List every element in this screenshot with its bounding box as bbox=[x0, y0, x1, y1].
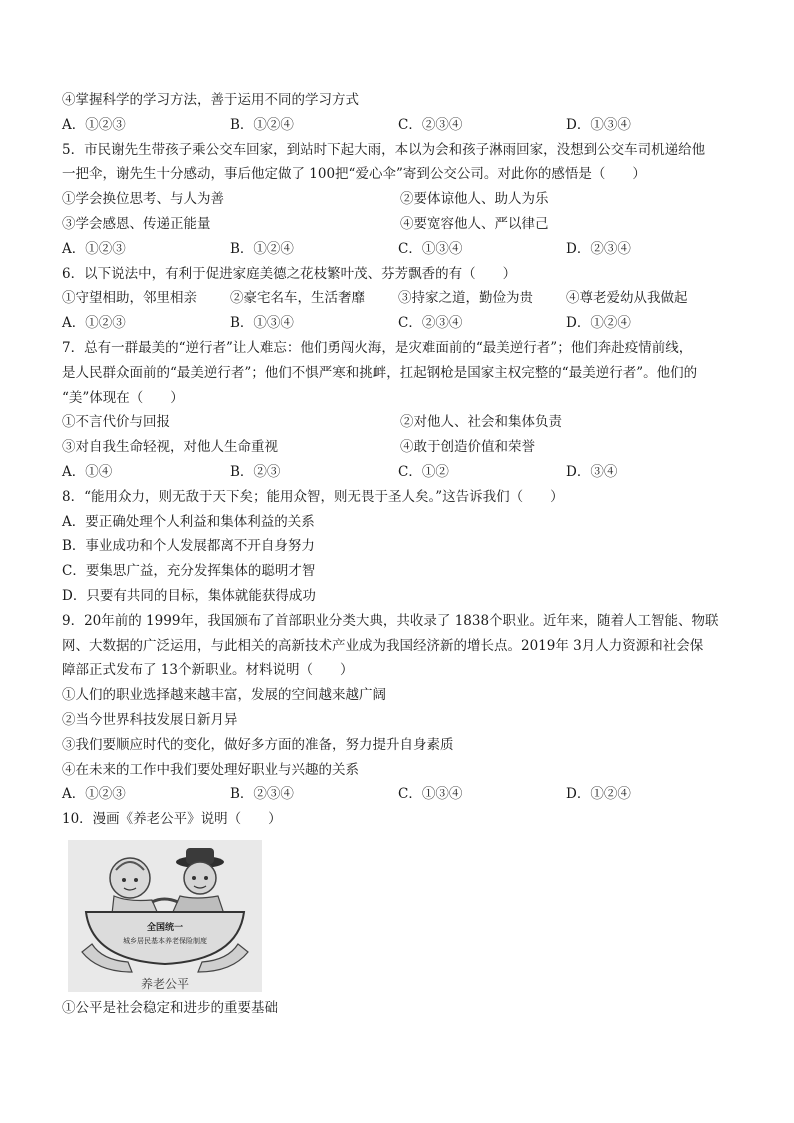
option-d: D．②③④ bbox=[566, 240, 631, 257]
q7-stem-line1: 7．总有一群最美的“逆行者”让人难忘：他们勇闯火海，是灾难面前的“最美逆行者”；他们奔赴疫情前线， bbox=[62, 339, 693, 356]
q8-choice-d: D．只要有共同的目标，集体就能获得成功 bbox=[62, 587, 316, 604]
q6-item-1: ①守望相助，邻里相亲 bbox=[62, 290, 197, 307]
q9-item-1: ①人们的职业选择越来越丰富，发展的空间越来越广阔 bbox=[62, 687, 386, 704]
cartoon-illustration bbox=[68, 840, 262, 992]
q7-stem-line3: “美”体现在（ ） bbox=[62, 389, 184, 406]
q5-item-2: ②要体谅他人、助人为乐 bbox=[400, 191, 549, 208]
q9-stem-line2: 网、大数据的广泛运用，与此相关的高新技术产业成为我国经济新的增长点。2019年 3月人力资源和社会保 bbox=[62, 637, 704, 654]
option-a: A．①②③ bbox=[62, 315, 126, 332]
option-b: B．①②④ bbox=[230, 116, 294, 133]
q7-items-row1 bbox=[62, 410, 742, 435]
q5-item-1: ①学会换位思考、与人为善 bbox=[62, 191, 224, 208]
q7-options bbox=[62, 460, 742, 485]
q5-item-4: ④要宽容他人、严以律己 bbox=[400, 215, 549, 232]
option-d: D．①③④ bbox=[566, 116, 631, 133]
q6-stem: 6．以下说法中，有利于促进家庭美德之花枝繁叶茂、芬芳飘香的有（ ） bbox=[62, 265, 517, 282]
q6-items bbox=[62, 286, 742, 311]
cartoon-pension-fairness bbox=[68, 840, 262, 992]
option-d: D．③④ bbox=[566, 463, 618, 480]
option-c: C．②③④ bbox=[398, 116, 463, 133]
q4-options bbox=[62, 113, 742, 138]
exam-page bbox=[62, 88, 742, 1021]
option-a: A．①②③ bbox=[62, 116, 126, 133]
bowl-text-line1: 全国统一 bbox=[146, 922, 184, 933]
q8-choice-b: B．事业成功和个人发展都离不开自身努力 bbox=[62, 538, 315, 555]
q5-stem-line1: 5．市民谢先生带孩子乘公交车回家，到站时下起大雨，本以为会和孩子淋雨回家，没想到公交车司机递给他 bbox=[62, 141, 706, 158]
q5-options bbox=[62, 237, 742, 262]
q9-stem-line1: 9．20年前的 1999年，我国颁布了首部职业分类大典，共收录了 1838个职业。近年来，随着人工智能、物联 bbox=[62, 612, 719, 629]
option-c: C．①③④ bbox=[398, 786, 463, 803]
q4-item-4: ④掌握科学的学习方法，善于运用不同的学习方式 bbox=[62, 92, 359, 108]
option-b: B．②③ bbox=[230, 463, 281, 480]
option-c: C．②③④ bbox=[398, 315, 463, 332]
q9-item-3: ③我们要顺应时代的变化，做好多方面的准备，努力提升自身素质 bbox=[62, 736, 454, 753]
q6-options bbox=[62, 311, 742, 336]
q5-items-row2 bbox=[62, 212, 742, 237]
q8-choice-c: C．要集思广益，充分发挥集体的聪明才智 bbox=[62, 563, 316, 580]
q10-stem: 10．漫画《养老公平》说明（ ） bbox=[62, 811, 282, 828]
q7-item-4: ④敢于创造价值和荣誉 bbox=[400, 439, 535, 456]
q5-item-3: ③学会感恩、传递正能量 bbox=[62, 215, 211, 232]
q7-item-3: ③对自我生命轻视，对他人生命重视 bbox=[62, 439, 278, 456]
option-c: C．①③④ bbox=[398, 240, 463, 257]
cartoon-caption: 养老公平 bbox=[140, 976, 190, 991]
q7-items-row2 bbox=[62, 435, 742, 460]
option-a: A．①②③ bbox=[62, 786, 126, 803]
option-d: D．①②④ bbox=[566, 786, 631, 803]
option-a: A．①②③ bbox=[62, 240, 126, 257]
option-b: B．①②④ bbox=[230, 240, 294, 257]
q9-item-2: ②当今世界科技发展日新月异 bbox=[62, 711, 238, 728]
q9-item-4: ④在未来的工作中我们要处理好职业与兴趣的关系 bbox=[62, 761, 359, 778]
q6-item-4: ④尊老爱幼从我做起 bbox=[566, 290, 688, 307]
option-b: B．②③④ bbox=[230, 786, 294, 803]
q5-stem-line2: 一把伞，谢先生十分感动，事后他定做了 100把“爱心伞”寄到公交公司。对此你的感悟是（ ） bbox=[62, 166, 646, 183]
q10-item-1: ①公平是社会稳定和进步的重要基础 bbox=[62, 999, 278, 1016]
q8-stem: 8．“能用众力，则无敌于天下矣；能用众智，则无畏于圣人矣。”这告诉我们（ ） bbox=[62, 488, 564, 505]
q7-item-1: ①不言代价与回报 bbox=[62, 414, 170, 431]
bowl-text-line2: 城乡居民基本养老保险制度 bbox=[123, 936, 207, 945]
q7-item-2: ②对他人、社会和集体负责 bbox=[400, 414, 562, 431]
q9-options bbox=[62, 782, 742, 807]
option-a: A．①④ bbox=[62, 463, 113, 480]
q8-choice-a: A．要正确处理个人利益和集体利益的关系 bbox=[62, 513, 315, 530]
q7-stem-line2: 是人民群众面前的“最美逆行者”；他们不惧严寒和挑衅，扛起钢枪是国家主权完整的“最美逆行者”。他们的 bbox=[62, 364, 698, 381]
q5-items-row1 bbox=[62, 187, 742, 212]
option-b: B．①③④ bbox=[230, 315, 294, 332]
q9-stem-line3: 障部正式发布了 13个新职业。材料说明（ ） bbox=[62, 662, 354, 679]
q6-item-3: ③持家之道，勤俭为贵 bbox=[398, 290, 533, 307]
q6-item-2: ②豪宅名车，生活奢靡 bbox=[230, 290, 365, 307]
option-c: C．①② bbox=[398, 463, 449, 480]
option-d: D．①②④ bbox=[566, 315, 631, 332]
